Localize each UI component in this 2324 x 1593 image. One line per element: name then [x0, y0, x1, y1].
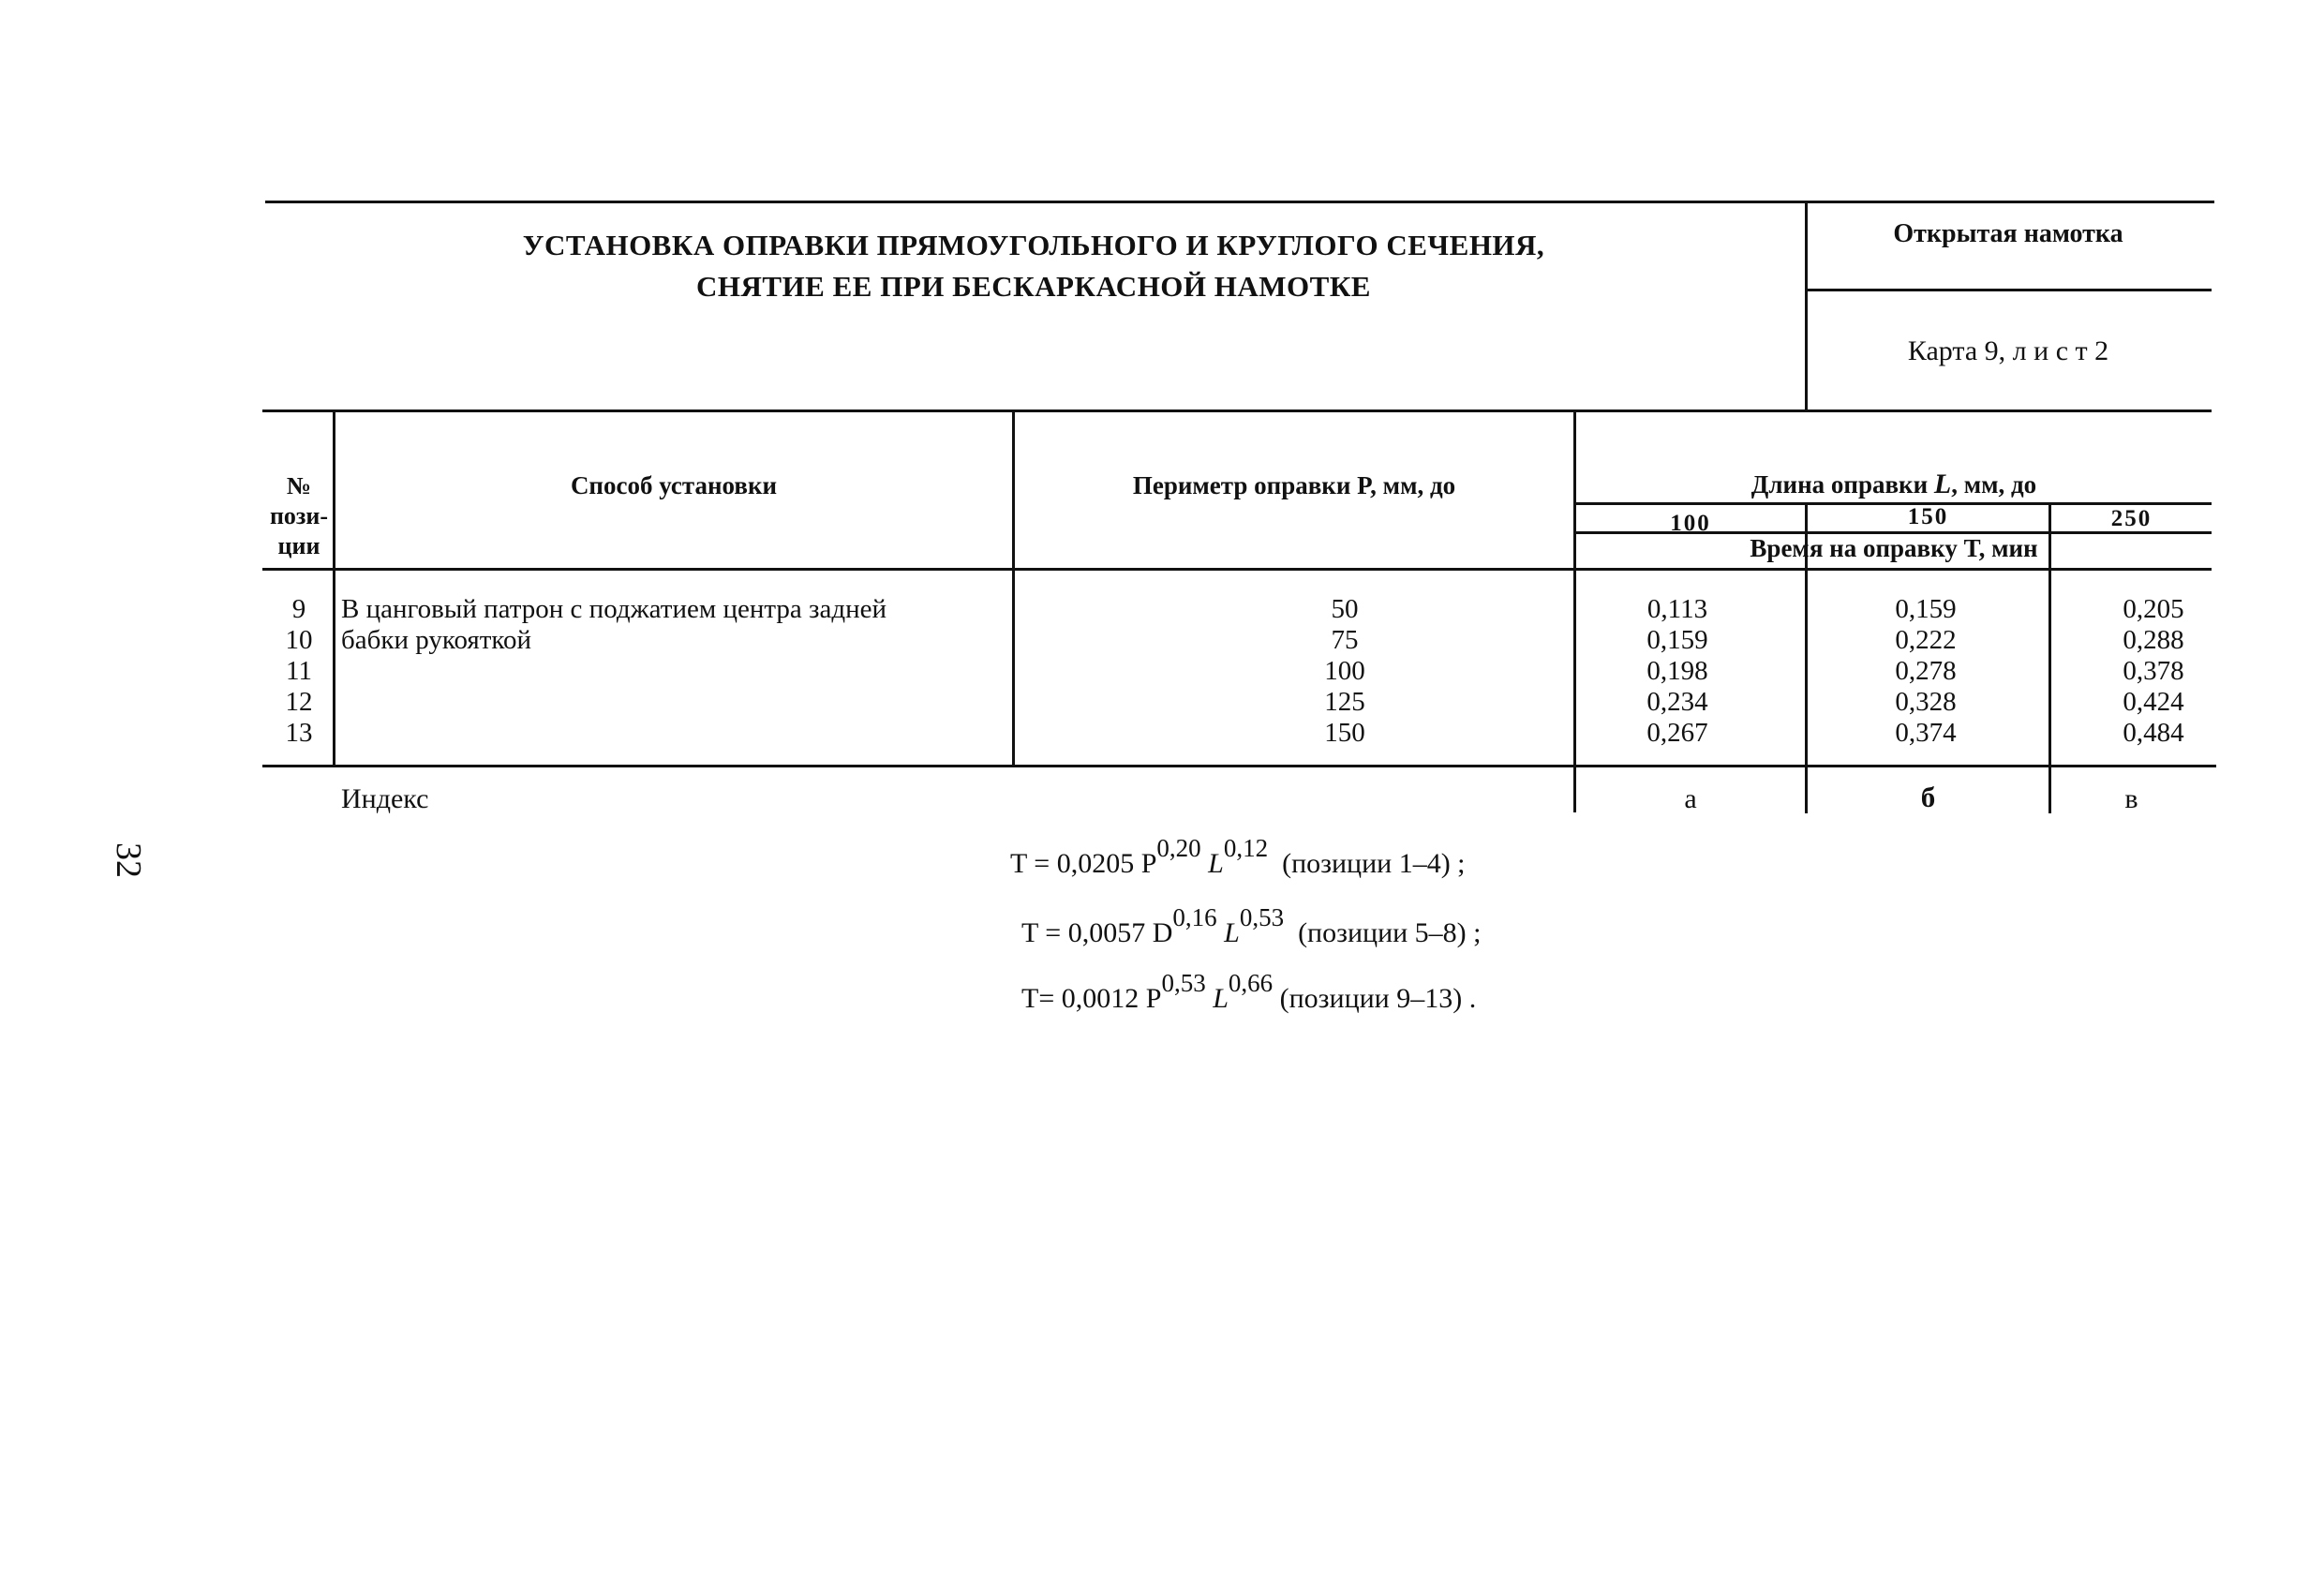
formula-2-suffix: (позиции 5–8) ;	[1298, 917, 1482, 948]
time-value-150: 0,159	[1895, 594, 1957, 624]
col-header-perimeter: Периметр оправки P, мм, до	[1132, 471, 1456, 499]
formula-1-var2: L	[1208, 848, 1224, 879]
formula-1-exp1: 0,20	[1156, 834, 1201, 862]
table-body-bottom-rule	[262, 765, 2216, 767]
index-value-a: а	[1684, 783, 1697, 814]
col-header-length	[1576, 469, 2212, 500]
title-line-2: СНЯТИЕ ЕЕ ПРИ БЕСКАРКАСНОЙ НАМОТКЕ	[696, 270, 1371, 303]
col-divider-method	[1012, 409, 1015, 766]
col-header-position-line2: пози-	[269, 502, 329, 529]
method-description	[341, 594, 1006, 656]
col-header-method: Способ установки	[570, 471, 778, 499]
formula-1	[1010, 834, 1466, 880]
col-header-position	[265, 471, 333, 561]
table-top-rule	[262, 409, 2212, 412]
length-value-150: 150	[1907, 504, 1949, 529]
time-value-100: 0,159	[1646, 625, 1708, 655]
formula-3-suffix: (позиции 9–13) .	[1279, 983, 1477, 1014]
table-header-bottom-rule	[262, 568, 2212, 571]
title-line-1: УСТАНОВКА ОПРАВКИ ПРЯМОУГОЛЬНОГО И КРУГЛОГО СЕЧЕНИЯ,	[522, 229, 1545, 261]
formula-3-exp1: 0,53	[1161, 969, 1206, 997]
time-value-100: 0,267	[1646, 718, 1708, 748]
col-header-length-prefix: Длина оправки	[1750, 470, 1934, 499]
formula-2-var2: L	[1224, 917, 1240, 948]
time-150-column	[1870, 594, 1982, 749]
time-value-100: 0,113	[1646, 594, 1708, 624]
header-right-rule	[1805, 289, 2212, 291]
method-line-2: бабки рукояткой	[341, 625, 532, 655]
time-value-250: 0,205	[2123, 594, 2184, 624]
perimeter-value: 125	[1324, 687, 1365, 717]
time-value-100: 0,198	[1646, 656, 1708, 686]
time-value-100: 0,234	[1646, 687, 1708, 717]
time-value-150: 0,222	[1895, 625, 1957, 655]
formula-2-exp2: 0,53	[1239, 903, 1285, 931]
time-value-150: 0,278	[1895, 656, 1957, 686]
index-label: Индекс	[341, 783, 429, 814]
col-divider-pos	[333, 409, 335, 766]
time-250-column	[2095, 594, 2212, 749]
time-header: Время на оправку T, мин	[1750, 534, 2038, 562]
formula-3-prefix: T= 0,0012 P	[1021, 983, 1162, 1014]
formula-2-exp1: 0,16	[1172, 903, 1217, 931]
time-value-250: 0,378	[2123, 656, 2184, 686]
length-value-100: 100	[1670, 511, 1711, 536]
position-column	[265, 594, 333, 749]
perimeter-column	[1293, 594, 1396, 749]
table-row-pos: 12	[285, 687, 313, 717]
length-value-250: 250	[2110, 506, 2153, 531]
formula-3	[1021, 969, 1477, 1015]
table-row-pos: 9	[291, 594, 306, 624]
formula-3-exp2: 0,66	[1228, 969, 1274, 997]
col-header-position-line3: ции	[277, 532, 320, 559]
formula-1-suffix: (позиции 1–4) ;	[1282, 848, 1466, 879]
col-header-length-suffix: , мм, до	[1951, 470, 2037, 499]
category-label: Открытая намотка	[1893, 219, 2123, 248]
formula-2	[1021, 903, 1482, 949]
perimeter-value: 100	[1324, 656, 1365, 686]
page-title	[265, 225, 1802, 307]
header-top-rule	[265, 201, 2214, 203]
formula-2-prefix: T = 0,0057 D	[1021, 917, 1173, 948]
page-number: 32	[109, 842, 148, 878]
time-value-150: 0,328	[1895, 687, 1957, 717]
formula-1-prefix: T = 0,0205 P	[1010, 848, 1157, 879]
perimeter-value: 75	[1331, 625, 1359, 655]
perimeter-value: 150	[1324, 718, 1365, 748]
col-header-length-symbol: L	[1933, 469, 1952, 499]
table-row-pos: 11	[286, 656, 312, 686]
time-value-250: 0,484	[2123, 718, 2184, 748]
time-value-250: 0,288	[2123, 625, 2184, 655]
index-value-b: б	[1920, 781, 1936, 813]
card-label: Карта 9, л и с т 2	[1907, 335, 2109, 366]
time-value-250: 0,424	[2123, 687, 2184, 717]
perimeter-value: 50	[1331, 594, 1359, 624]
table-row-pos: 13	[285, 718, 313, 748]
time-100-column	[1621, 594, 1734, 749]
col-header-position-line1: №	[286, 472, 312, 499]
index-value-v: в	[2124, 783, 2138, 814]
formula-3-var2: L	[1213, 983, 1229, 1014]
table-row-pos: 10	[285, 625, 313, 655]
time-value-150: 0,374	[1895, 718, 1957, 748]
method-line-1: В цанговый патрон с поджатием центра задней	[341, 594, 886, 624]
formula-1-exp2: 0,12	[1223, 834, 1269, 862]
